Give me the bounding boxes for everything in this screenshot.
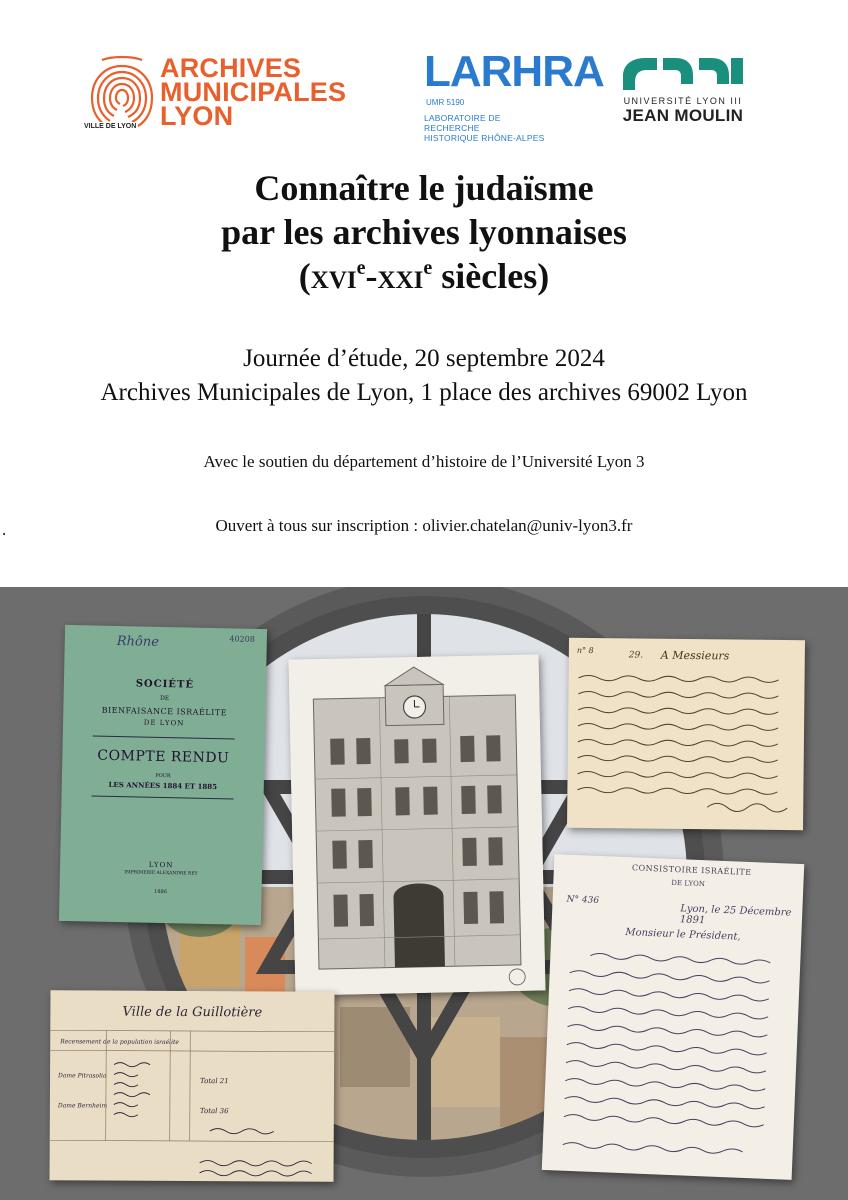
letter1-number: n° 8: [576, 645, 594, 656]
booklet-society: SOCIÉTÉ: [135, 678, 195, 691]
event-date: Journée d’étude, 20 septembre 2024: [243, 345, 605, 372]
booklet-rule-bottom: [92, 796, 234, 800]
ul3-arches-icon: [621, 56, 745, 92]
booklet-stamp: 40208: [229, 634, 255, 644]
support-line: Avec le soutien du département d’histoire de l’Université Lyon 3: [203, 452, 645, 471]
larhra-sub1: LABORATOIRE DE RECHERCHE: [424, 113, 501, 133]
partner-logos: [0, 47, 848, 150]
title-open-paren: (: [298, 256, 311, 296]
letter1-heading: A Messieurs: [660, 648, 730, 663]
ledger-total-2: Total 36: [199, 1107, 229, 1116]
booklet-rule-top: [93, 736, 235, 740]
ledger-lines: [50, 990, 335, 1181]
letter1-handwriting: [567, 638, 805, 830]
letter2-date: Lyon, le 25 Décembre 1891: [679, 903, 792, 927]
facade-engraving: [289, 654, 546, 995]
event-info: [0, 342, 848, 410]
larhra-sub2: HISTORIQUE RHÔNE-ALPES: [424, 133, 545, 143]
title-line-2: par les archives lyonnaises: [221, 212, 627, 252]
event-place: Archives Municipales de Lyon, 1 place des archives 69002 Lyon: [100, 379, 748, 406]
ledger-title: Ville de la Guillotière: [122, 1004, 263, 1021]
letter2-handwriting: [542, 854, 804, 1180]
archive-collage: [0, 587, 848, 1200]
larhra-wordmark: LARHRA: [424, 47, 604, 96]
ul3-name: JEAN MOULIN: [622, 106, 744, 125]
title-sup-2: e: [423, 257, 433, 279]
archives-line1: ARCHIVES: [160, 53, 302, 83]
ul3-top-label: UNIVERSITÉ LYON III: [623, 96, 743, 106]
consistoire-letter: [542, 854, 804, 1180]
booklet-pour: POUR: [155, 772, 171, 780]
letter2-number: N° 436: [566, 894, 600, 906]
booklet-annees: LES ANNÉES 1884 ET 1885: [108, 779, 218, 792]
booklet-compte-rendu: COMPTE RENDU: [97, 747, 230, 767]
archives-wordmark: [160, 53, 347, 131]
ledger-subtitle: Recensement de la population israélite: [60, 1038, 180, 1046]
ledger-row-2: Dame Bernheim: [57, 1102, 108, 1110]
ville-de-lyon-label: VILLE DE LYON: [84, 123, 137, 130]
registration-line[interactable]: Ouvert à tous sur inscription : olivier.chatelan@univ-lyon3.fr: [215, 516, 633, 535]
archives-municipales-logo: [82, 54, 372, 134]
ledger-row-1: Dame Pitrasolia: [58, 1072, 107, 1080]
larhra-subtitle: [424, 113, 554, 143]
title-century-end: xxi: [377, 256, 424, 296]
page-title: [0, 166, 848, 298]
compte-rendu-booklet: [59, 625, 267, 925]
manuscript-letter-1: [567, 638, 805, 830]
title-century-start: xvi: [310, 256, 357, 296]
booklet-city: LYON: [148, 860, 174, 870]
universite-lyon3-logo: [618, 56, 748, 136]
booklet-year: 1886: [154, 888, 167, 896]
larhra-umr: UMR 5190: [426, 98, 465, 107]
letter1-page: 29.: [628, 650, 644, 661]
letter2-organisation: CONSISTOIRE ISRAÉLITE: [631, 863, 752, 878]
title-rest: siècles): [432, 256, 550, 296]
letter2-greeting: Monsieur le Président,: [625, 927, 741, 943]
booklet-printer: IMPRIMERIE ALEXANDRE REY: [124, 870, 198, 877]
title-dash: -: [365, 256, 378, 296]
guillotiere-ledger: [50, 990, 335, 1181]
synagogue-facade-drawing: [289, 654, 546, 995]
title-line-1: Connaître le judaïsme: [254, 168, 594, 208]
ledger-total-1: Total 21: [200, 1077, 229, 1086]
archives-line3: LYON: [160, 101, 234, 131]
stray-dot: .: [2, 520, 7, 539]
booklet-bienfaisance: BIENFAISANCE ISRAÉLITE: [101, 705, 228, 718]
booklet-annotation: Rhône: [116, 634, 159, 650]
larhra-logo: [424, 47, 604, 150]
title-line-3: [0, 254, 848, 298]
letter2-de-lyon: DE LYON: [671, 878, 706, 889]
archives-line2: MUNICIPALES: [160, 77, 347, 107]
booklet-de: DE: [159, 694, 170, 703]
title-sup-1: e: [356, 257, 366, 279]
booklet-de-lyon: DE LYON: [143, 718, 185, 728]
